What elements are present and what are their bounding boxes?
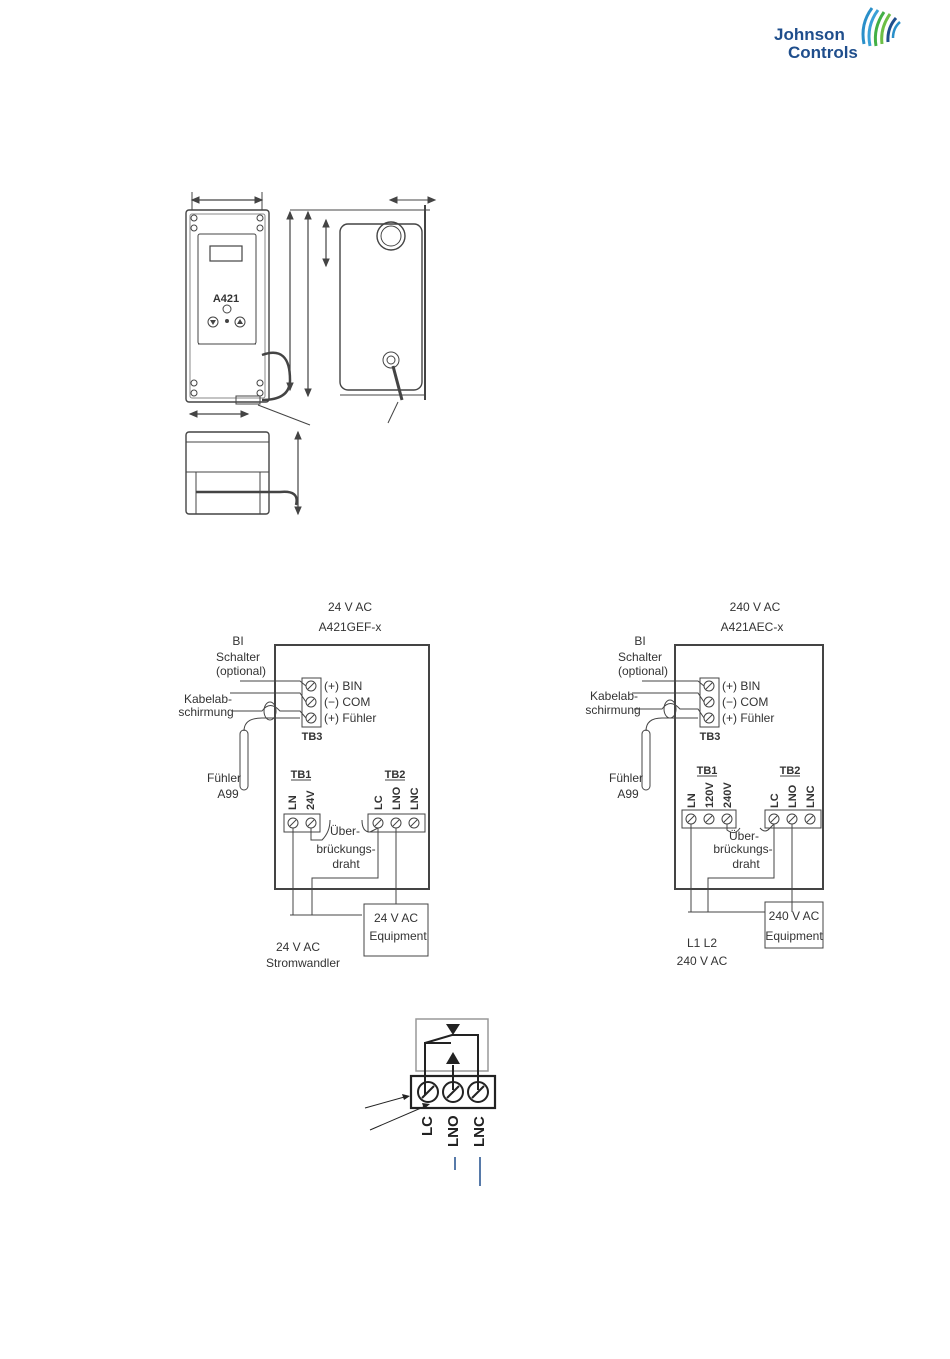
jumper-label-1: Über- [728,829,760,843]
brand-line-2: Controls [788,43,858,62]
dimension-drawing [186,192,435,514]
tb2-terminal-lc: LC [373,795,385,810]
shield-label-1: Kabelab- [589,689,639,703]
tb3-terminal-sensor: (+) Fühler [324,711,377,725]
tb2-terminal-lno: LNO [787,784,799,808]
wiring-24v-voltage-title: 24 V AC [327,600,373,614]
sensor-model: A99 [617,787,639,801]
tb1-label: TB1 [696,765,718,777]
wiring-240v-model-title: A421AEC-x [720,620,784,634]
tb1-label: TB1 [290,769,312,781]
tb3-terminal-sensor: (+) Fühler [722,711,775,725]
tb1-terminal-ln: LN [686,793,698,808]
display-label: A421 [212,293,240,305]
tb3-label: TB3 [301,731,323,743]
sensor-label: Fühler [608,771,644,785]
relay-terminal-lnc: LNC [471,1116,488,1147]
bi-label: BI [634,634,646,648]
shield-label-2: schirmung [585,703,641,717]
switch-label: Schalter [215,650,261,664]
sensor-model: A99 [217,787,239,801]
sensor-label: Fühler [206,771,242,785]
relay-terminal-lc: LC [419,1116,436,1136]
tb1-terminal-120v: 120V [704,782,716,808]
tb3-terminal-bin: (+) BIN [324,679,363,693]
tb3-terminal-bin: (+) BIN [722,679,761,693]
jumper-label-2: brückungs- [713,842,773,856]
bi-label: BI [232,634,244,648]
jumper-label-1: Über- [329,824,361,838]
equipment-label-2: Equipment [765,929,823,943]
shield-label-2: schirmung [178,705,234,719]
supply-label-2: Stromwandler [265,956,341,970]
tb3-terminal-com: (−) COM [722,695,769,709]
tb2-terminal-lc: LC [769,793,781,808]
shield-label-1: Kabelab- [183,692,233,706]
equipment-label-1: 24 V AC [373,911,419,925]
jumper-label-3: draht [732,857,760,871]
brand-line-1: Johnson [774,25,845,44]
tb1-terminal-ln: LN [287,795,299,810]
tb2-label: TB2 [779,765,801,777]
jumper-label-3: draht [332,857,360,871]
tb2-terminal-lnc: LNC [805,785,817,808]
switch-label: Schalter [617,650,663,664]
optional-label: (optional) [617,664,669,678]
tb2-label: TB2 [384,769,406,781]
wiring-240v-voltage-title: 240 V AC [729,600,781,614]
wiring-diagram-24v [178,600,429,970]
supply-label-1: 24 V AC [275,940,321,954]
tb1-terminal-24v: 24V [305,790,317,810]
equipment-label-1: 240 V AC [768,909,820,923]
wiring-24v-model-title: A421GEF-x [318,620,382,634]
relay-terminal-lno: LNO [445,1115,462,1147]
tb2-terminal-lnc: LNC [409,787,421,810]
supply-label-2: 240 V AC [676,954,728,968]
tb1-terminal-240v: 240V [722,782,734,808]
relay-contact-detail [365,1019,495,1186]
wiring-diagram-240v [585,600,823,968]
equipment-label-2: Equipment [369,929,427,943]
tb3-terminal-com: (−) COM [324,695,371,709]
supply-label-1: L1 L2 [686,936,718,950]
tb2-terminal-lno: LNO [391,786,403,810]
tb3-label: TB3 [699,731,721,743]
jumper-label-2: brückungs- [316,842,376,856]
optional-label: (optional) [215,664,267,678]
